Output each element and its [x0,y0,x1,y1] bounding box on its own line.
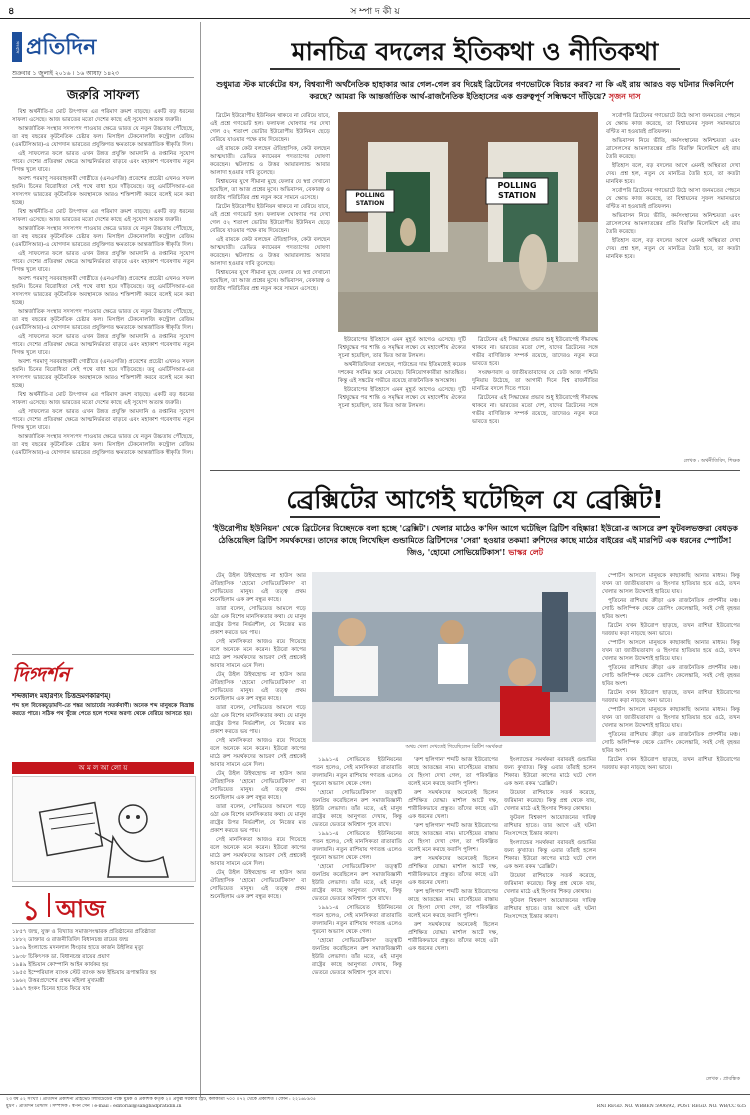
today-item: ১৯৫৫ ইম্পেরিয়াল ব্যাংক স্টেট ব্যাংক অফ ইন্ডিয়ায় রূপান্তরিত হয় [12,970,157,977]
brexit-paragraph: স্পোর্টস আসলে মানুষকে কাছাকাছি আনার মাধ্যম। কিন্তু যখন তা জাতীয়তাবাদ ও হিংসার হাতিয়ার হয়ে ওঠে, তখন খেলার আসল উদ্দেশ্যই হারিয়ে যায়। [602,640,740,662]
main-article-col2 [338,336,466,464]
brexit-col3 [408,756,498,1086]
main-article-footer-note: লেখক : অর্থনীতিবিদ, শিক্ষক [683,458,740,464]
brexit-paragraph: 'রুশ হুলিগান' শব্দটি আজ ইউরোপের কাছে আতঙ্কের নাম। মার্সেইয়ের রাস্তায় যে হিংসা দেখা গেল, তা পরিকল্পিত বলেই মনে করছে ফরাসি পুলিশ। [408,757,498,787]
brexit-article-deck [210,522,740,558]
today-item: ১৯৩৮ চিকিৎসক ডা. বিধানচন্দ্র রায়ের প্রয়াণ [12,953,110,960]
main-paragraph: বিশ্বায়নের যুগে সীমানা মুছে ফেলার যে স্বপ্ন দেখানো হয়েছিল, তা আজ প্রশ্নের মুখে। অভিবাসন, বেকারত্ব ও জাতীয় পরিচিতির প্রশ্ন নতুন করে সামনে এসেছে। [210,179,330,201]
digdarshan-text: শব্দ হল বিবেকচূড়ামণি-তে শঙ্কর আচার্যের সতর্কবাণী। অনেক শব্দ মানুষকে বিভ্রান্ত করতে পারে। সঠিক পথ খুঁজে পেতে হলে শব্দের অরণ্য থেকে বেরিয়ে আসতে হয়। [12,703,194,717]
brexit-paragraph: তারা বলেন, সোভিয়েত আমলে গড়ে ওঠা এক বিশেষ মানসিকতার কথা। যে মানুষ রাষ্ট্রের উপর নির্ভরশীল, যে নিজের মত প্রকাশ করতে ভয় পায়। [210,804,306,834]
football-fans-image [312,572,596,742]
main-paragraph: ব্রিটেনের এই সিদ্ধান্তের প্রভাব শুধু ইউরোপেই সীমাবদ্ধ থাকবে না। ভারতের মতো দেশ, যাদের ব্রিটেনের সঙ্গে গভীর বাণিজ্যিক সম্পর্ক রয়েছে, তাদেরও নতুন করে ভাবতে হবে। [472,395,598,425]
today-item: ১৮৮২ ডাক্তার ও রাজনীতিবিদ বিধানচন্দ্র রায়ের জন্ম [12,937,129,944]
editorial-paragraph: অবশ্য পরমাণু সরবরাহকারী গোষ্ঠীতে (এনএসজি) প্রবেশের প্রচেষ্টা এখনও সফল হয়নি। চিনের বিরোধিতা সেই পথে বাধা হয়ে দাঁড়িয়েছে। তবু এমটিসিআর-এর সদস্যপদ ভারতের কূটনৈতিক অবস্থানকে আরও শক্তিশালী করবে বলেই মনে করা হচ্ছে। [12,359,194,389]
masthead-rule [12,77,194,78]
brexit-paragraph: ব্রিটেন যখন ইউরোপ ছাড়ছে, তখন রাশিয়া ইউরোপের দরজায় কড়া নাড়ছে অন্য ভাবে। [602,757,740,771]
brexit-paragraph: 'হোমো সোভিয়েটিকাস' তত্ত্বটি জনপ্রিয় করেছিলেন রুশ সমাজবিজ্ঞানী ইউরি লেভাদা। তাঁর মতে, এই মানুষ রাষ্ট্রের কাছে আনুগত্য দেখায়, কিন্তু ভেতরে ভেতরে অবিশ্বাস পুষে রাখে। [312,790,402,828]
masthead-badge: সংবাদ [12,32,22,62]
main-paragraph: ব্রিটেনের এই সিদ্ধান্তের প্রভাব শুধু ইউরোপেই সীমাবদ্ধ থাকবে না। ভারতের মতো দেশ, যাদের ব্রিটেনের সঙ্গে গভীর বাণিজ্যিক সম্পর্ক রয়েছে, তাদেরও নতুন করে ভাবতে হবে। [472,337,598,367]
brexit-paragraph: 'হোমো সোভিয়েটিকাস' তত্ত্বটি জনপ্রিয় করেছিলেন রুশ সমাজবিজ্ঞানী ইউরি লেভাদা। তাঁর মতে, এই মানুষ রাষ্ট্রের কাছে আনুগত্য দেখায়, কিন্তু ভেতরে ভেতরে অবিশ্বাস পুষে রাখে। [312,864,402,902]
brexit-paragraph: টেম্‌ উইল উইথহোল্ড না হাউস আর ঐতিহাসিক 'হোমো সোভিয়েটিকাস' বা সোভিয়েত মানুষ। এই তত্ত্ব প্রথম শুনেছিলাম এক রুশ বন্ধুর কাছে। [210,771,306,801]
brexit-paragraph: ব্রিটেন যখন ইউরোপ ছাড়ছে, তখন রাশিয়া ইউরোপের দরজায় কড়া নাড়ছে অন্য ভাবে। [602,690,740,704]
brexit-paragraph: তারা বলেন, সোভিয়েত আমলে গড়ে ওঠা এক বিশেষ মানসিকতার কথা। যে মানুষ রাষ্ট্রের উপর নির্ভরশীল, যে নিজের মত প্রকাশ করতে ভয় পায়। [210,606,306,636]
polling-sign-right: POLLING STATION [497,181,537,200]
main-deck-text: শুধুমাত্র স্টক মার্কেটের ধস, বিশ্বব্যাপী অর্থনৈতিক হাহাকার আর গেল-গেল রব দিয়েই ব্রিটেনের গণভোটকে বিচার করব? না কি এই রায় আরও বড় ঘটনার দিকনির্দেশ করছে? আমরা কি আন্তর্জাতিক আর্থ-রাজনৈতিক ইতিহাসের এক গুরুত্বপূর্ণ সন্ধিক্ষণে দাঁড়িয়ে? [216,79,734,101]
today-item: ১৯০৯ ইংল্যান্ডে মদনলাল ধিংড়ার হাতে কার্জন উইলির মৃত্যু [12,945,144,952]
editorial-paragraph: এই সাফল্যের ফলে ভারত এখন উন্নত প্রযুক্তি আমদানি ও রপ্তানির সুযোগ পাবে। দেশের প্রতিরক্ষা ক্ষেত্রে আত্মনির্ভরতা বাড়বে এবং মহাকাশ গবেষণায় নতুন দিগন্ত খুলে যাবে। [12,409,194,431]
brexit-title-underline [290,516,660,518]
brexit-paragraph: ১৯৯১-এ সোভিয়েত ইউনিয়নের পতন হলেও, সেই মানসিকতা রাতারাতি বদলায়নি। নতুন রাশিয়ায় গণতন্ত্র এলেও পুরনো অভ্যাস থেকে গেল। [312,831,402,861]
polling-sign-left: POLLING STATION [355,192,385,207]
brexit-col4 [504,756,596,1086]
main-paragraph: সর্বোপরি ব্রিটেনের গণভোটে উঠে আসা জনমতের পেছনে যে ক্ষোভ কাজ করেছে, তা বিশ্বায়নের সুফল সমানভাবে বণ্টিত না হওয়ারই প্রতিফলন। [606,188,740,210]
today-item: ১৯৪৯ ইন্ডিয়ান কোম্পানি আইন কার্যকর হয় [12,961,109,968]
brexit-paragraph: ১৯৯১-এ সোভিয়েত ইউনিয়নের পতন হলেও, সেই মানসিকতা রাতারাতি বদলায়নি। নতুন রাশিয়ায় গণতন্ত্র এলেও পুরনো অভ্যাস থেকে গেল। [312,757,402,787]
main-paragraph: ইতিহাস বলে, বড় বদলের আগে এমনই অস্থিরতা দেখা দেয়। প্রশ্ন হল, নতুন যে মানচিত্র তৈরি হবে, তা কতটা মানবিক হবে। [606,163,740,185]
brexit-paragraph: রুশ সমর্থকদের অনেকেই ছিলেন প্রশিক্ষিত যোদ্ধা। মার্শাল আর্টে দক্ষ, শারীরিকভাবে প্রস্তুত। তাঁদের কাছে এটা এক ধরনের খেলা। [408,922,498,952]
editorial-body [12,108,194,650]
brexit-paragraph: সেই মানসিকতা আজও রয়ে গিয়েছে বলে অনেকে মনে করেন। ইউরো কাপের মাঠে রুশ সমর্থকদের আচরণ সেই প্রশ্নকেই আবার সামনে এনে দিল। [210,738,306,768]
header-rule [0,18,750,19]
today-heading: আজ [56,894,106,923]
editorial-paragraph: অবশ্য পরমাণু সরবরাহকারী গোষ্ঠীতে (এনএসজি) প্রবেশের প্রচেষ্টা এখনও সফল হয়নি। চিনের বিরোধিতা সেই পথে বাধা হয়ে দাঁড়িয়েছে। তবু এমটিসিআর-এর সদস্যপদ ভারতের কূটনৈতিক অবস্থানকে আরও শক্তিশালী করবে বলেই মনে করা হচ্ছে। [12,176,194,206]
main-paragraph: অভিবাসন নিয়ে ভীতি, কর্মসংস্থানের অনিশ্চয়তা এবং ব্রাসেলসের আমলাতন্ত্রের প্রতি বিরক্তি মিলেমিশে এই রায় তৈরি করেছে। [606,213,740,235]
main-paragraph: ব্রিটেন ইউরোপীয় ইউনিয়ন থাকবে না বেরিয়ে যাবে, এই প্রশ্নে গণভোট হল। ফলাফল ঘোষণার পর দেখা গেল ৫২ শতাংশ ভোটার ইউরোপীয় ইউনিয়ন ছেড়ে বেরিয়ে যাওয়ার পক্ষে রায় দিয়েছেন। [210,113,330,143]
main-article-author: সৃজন দাস [608,91,641,101]
today-date-number: ১ [22,894,41,927]
brexit-paragraph: পুতিনের রাশিয়ায় ক্রীড়া এক রাজনৈতিক প্রদর্শনীর মঞ্চ। সোচি অলিম্পিক থেকে ডোপিং কেলেঙ্কারি, সবই সেই বৃহত্তর ছবির অংশ। [602,665,740,687]
brexit-paragraph: স্পোর্টস আসলে মানুষকে কাছাকাছি আনার মাধ্যম। কিন্তু যখন তা জাতীয়তাবাদ ও হিংসার হাতিয়ার হয়ে ওঠে, তখন খেলার আসল উদ্দেশ্যই হারিয়ে যায়। [602,573,740,595]
main-article-deck [210,78,740,102]
editorial-paragraph: আন্তর্জাতিক সংস্থার সদস্যপদ পাওয়ার ক্ষেত্রে ভারত যে নতুন উচ্চতায় পৌঁছেছে, তা বহু বছরের কূটনৈতিক চেষ্টার ফল। মিসাইল টেকনোলজি কন্ট্রোল রেজিম (এমটিসিআর)-এ যোগদান ভারতের প্রযুক্তিগত ক্ষমতাকে আন্তর্জাতিক স্বীকৃতি দিল। [12,126,194,148]
cartoon-image [12,776,196,882]
brexit-article-title: ব্রেক্সিটের আগেই ঘটেছিল যে ব্রেক্সিট! [286,485,664,514]
digdarshan-subtitle: শব্দজালং মহারণ্যং চিত্তভ্রমণকারণম্। [12,691,111,700]
brexit-col5 [602,572,740,1072]
main-paragraph: সর্বোপরি ব্রিটেনের গণভোটে উঠে আসা জনমতের পেছনে যে ক্ষোভ কাজ করেছে, তা বিশ্বায়নের সুফল সমানভাবে বণ্টিত না হওয়ারই প্রতিফলন। [606,113,740,135]
brexit-paragraph: টেম্‌ উইল উইথহোল্ড না হাউস আর ঐতিহাসিক 'হোমো সোভিয়েটিকাস' বা সোভিয়েত মানুষ। এই তত্ত্ব প্রথম শুনেছিলাম এক রুশ বন্ধুর কাছে। [210,672,306,702]
masthead-name: প্রতিদিন [26,35,97,60]
brexit-paragraph: পুতিনের রাশিয়ায় ক্রীড়া এক রাজনৈতিক প্রদর্শনীর মঞ্চ। সোচি অলিম্পিক থেকে ডোপিং কেলেঙ্কারি, সবই সেই বৃহত্তর ছবির অংশ। [602,732,740,754]
today-list [12,928,194,994]
editorial-paragraph: আন্তর্জাতিক সংস্থার সদস্যপদ পাওয়ার ক্ষেত্রে ভারত যে নতুন উচ্চতায় পৌঁছেছে, তা বহু বছরের কূটনৈতিক চেষ্টার ফল। মিসাইল টেকনোলজি কন্ট্রোল রেজিম (এমটিসিআর)-এ যোগদান ভারতের প্রযুক্তিগত ক্ষমতাকে আন্তর্জাতিক স্বীকৃতি দিল। [12,309,194,331]
footer-registration: RNI REGD. NO. WBBEN 5906/92, POST REGD. NO. WB/CC 635 [596,1104,746,1109]
brexit-paragraph: ব্রিটেন যখন ইউরোপ ছাড়ছে, তখন রাশিয়া ইউরোপের দরজায় কড়া নাড়ছে অন্য ভাবে। [602,623,740,637]
brexit-paragraph: উয়েফা রাশিয়াকে সতর্ক করেছে, জরিমানা করেছে। কিন্তু প্রশ্ন থেকে যায়, খেলার মাঠে এই হিংসার শিকড় কোথায়। [504,790,596,812]
brexit-article-author: ভাস্কর লেট [508,547,544,557]
main-paragraph: এই রায়কে কেউ বলছেন ঐতিহাসিক, কেউ বলছেন আত্মঘাতী। ডেভিড ক্যামেরন পদত্যাগের ঘোষণা করেছেন। স্কটল্যান্ড ও উত্তর আয়ারল্যান্ড আবার আলাদা হওয়ার দাবি তুলেছে। [210,237,330,267]
main-article-title: মানচিত্র বদলের ইতিকথা ও নীতিকথা [291,37,659,66]
brexit-paragraph: টেম্‌ উইল উইথহোল্ড না হাউস আর ঐতিহাসিক 'হোমো সোভিয়েটিকাস' বা সোভিয়েত মানুষ। এই তত্ত্ব প্রথম শুনেছিলাম এক রুশ বন্ধুর কাছে। [210,573,306,603]
brexit-footer-note: লেখক : প্রাবন্ধিক [705,1076,740,1082]
editorial-paragraph: আন্তর্জাতিক সংস্থার সদস্যপদ পাওয়ার ক্ষেত্রে ভারত যে নতুন উচ্চতায় পৌঁছেছে, তা বহু বছরের কূটনৈতিক চেষ্টার ফল। মিসাইল টেকনোলজি কন্ট্রোল রেজিম (এমটিসিআর)-এ যোগদান ভারতের প্রযুক্তিগত ক্ষমতাকে আন্তর্জাতিক স্বীকৃতি দিল। [12,434,194,456]
main-paragraph: সংরক্ষণবাদ ও জাতীয়তাবাদের যে ঢেউ আজ পশ্চিমি দুনিয়ায় উঠেছে, তা আগামী দিনে বিশ্ব রাজনীতির মানচিত্র বদলে দিতে পারে। [472,370,598,392]
polling-station-photo [338,112,598,332]
editorial-paragraph: বিশ্ব অর্থনীতি-র মোট উৎপাদন এর পরিমাণ ক্রমশ বাড়ছে। একটি বড় ধরনের সাফল্য এসেছে। আজ ভারতের মতো দেশের কাছে এই সুযোগ অত্যন্ত জরুরি। [12,392,194,406]
editorial-paragraph: অবশ্য পরমাণু সরবরাহকারী গোষ্ঠীতে (এনএসজি) প্রবেশের প্রচেষ্টা এখনও সফল হয়নি। চিনের বিরোধিতা সেই পথে বাধা হয়ে দাঁড়িয়েছে। তবু এমটিসিআর-এর সদস্যপদ ভারতের কূটনৈতিক অবস্থানকে আরও শক্তিশালী করবে বলেই মনে করা হচ্ছে। [12,276,194,306]
brexit-paragraph: টেম্‌ উইল উইথহোল্ড না হাউস আর ঐতিহাসিক 'হোমো সোভিয়েটিকাস' বা সোভিয়েত মানুষ। এই তত্ত্ব প্রথম শুনেছিলাম এক রুশ বন্ধুর কাছে। [210,870,306,900]
column-separator [200,22,201,1097]
brexit-col2 [312,756,402,1086]
brexit-paragraph: পুতিনের রাশিয়ায় ক্রীড়া এক রাজনৈতিক প্রদর্শনীর মঞ্চ। সোচি অলিম্পিক থেকে ডোপিং কেলেঙ্কারি, সবই সেই বৃহত্তর ছবির অংশ। [602,598,740,620]
page-number: ৪ [8,6,15,17]
editorial-paragraph: এই সাফল্যের ফলে ভারত এখন উন্নত প্রযুক্তি আমদানি ও রপ্তানির সুযোগ পাবে। দেশের প্রতিরক্ষা ক্ষেত্রে আত্মনির্ভরতা বাড়বে এবং মহাকাশ গবেষণায় নতুন দিগন্ত খুলে যাবে। [12,334,194,356]
football-photo-caption: অথচ খেলা দেখতেই গিয়েছিলেন ব্রিটিশ সমর্থকরা [405,744,503,750]
main-article-col3 [472,336,598,464]
today-divider [48,893,50,917]
main-article-col1 [210,112,330,464]
main-article-col4 [606,112,740,456]
main-paragraph: এই রায়কে কেউ বলছেন ঐতিহাসিক, কেউ বলছেন আত্মঘাতী। ডেভিড ক্যামেরন পদত্যাগের ঘোষণা করেছেন। স্কটল্যান্ড ও উত্তর আয়ারল্যান্ড আবার আলাদা হওয়ার দাবি তুলেছে। [210,146,330,176]
editorial-paragraph: আন্তর্জাতিক সংস্থার সদস্যপদ পাওয়ার ক্ষেত্রে ভারত যে নতুন উচ্চতায় পৌঁছেছে, তা বহু বছরের কূটনৈতিক চেষ্টার ফল। মিসাইল টেকনোলজি কন্ট্রোল রেজিম (এমটিসিআর)-এ যোগদান ভারতের প্রযুক্তিগত ক্ষমতাকে আন্তর্জাতিক স্বীকৃতি দিল। [12,226,194,248]
main-title-underline [270,68,680,70]
today-item: ১৯৯৭ হংকং চিনের হাতে ফিরে যায় [12,986,91,993]
main-paragraph: ইতিহাস বলে, বড় বদলের আগে এমনই অস্থিরতা দেখা দেয়। প্রশ্ন হল, নতুন যে মানচিত্র তৈরি হবে, তা কতটা মানবিক হবে। [606,238,740,260]
brexit-paragraph: ইংল্যান্ডের সমর্থকরা বরাবরই গুন্ডামির জন্য কুখ্যাত। কিন্তু এবার তাঁরাই হলেন শিকার। ইউরো কাপের মাঠে ঘটে গেল এক অন্য রকম 'ব্রেক্সিট'। [504,840,596,870]
today-item: ১৮৫৭ জন্ম, যুক্ত ও বিখ্যাত সমাজসংস্কারক প্রতিষ্ঠানের প্রতিষ্ঠাতা [12,929,156,935]
today-item: ১৯৬২ উত্তরপ্রদেশের প্রথম মহিলা মুখ্যমন্ত্রী [12,978,105,985]
digdarshan-rule [12,654,194,655]
main-paragraph: ইউরোপের ইতিহাসে এমন মুহূর্ত আগেও এসেছে। দুটি বিশ্বযুদ্ধের পর শান্তি ও সমৃদ্ধির লক্ষ্যে যে মহাদেশীয় ঐক্যের সূচনা হয়েছিল, তার ভিত আজ টলমল। [338,337,466,359]
main-paragraph: অর্থনীতিবিদরা বলছেন, পাউন্ডের দাম ইতিমধ্যেই কয়েক দশকের সর্বনিম্ন স্তরে নেমেছে। বিনিয়োগকারীরা আতঙ্কিত। কিন্তু এই সঙ্কটের গভীরে রয়েছে রাজনৈতিক অসন্তোষ। [338,362,466,384]
editorial-paragraph: বিশ্ব অর্থনীতি-র মোট উৎপাদন এর পরিমাণ ক্রমশ বাড়ছে। একটি বড় ধরনের সাফল্য এসেছে। আজ ভারতের মতো দেশের কাছে এই সুযোগ অত্যন্ত জরুরি। [12,209,194,223]
polling-station-image [338,112,598,332]
main-paragraph: ব্রিটেন ইউরোপীয় ইউনিয়ন থাকবে না বেরিয়ে যাবে, এই প্রশ্নে গণভোট হল। ফলাফল ঘোষণার পর দেখা গেল ৫২ শতাংশ ভোটার ইউরোপীয় ইউনিয়ন ছেড়ে বেরিয়ে যাওয়ার পক্ষে রায় দিয়েছেন। [210,204,330,234]
brexit-paragraph: ১৯৯১-এ সোভিয়েত ইউনিয়নের পতন হলেও, সেই মানসিকতা রাতারাতি বদলায়নি। নতুন রাশিয়ায় গণতন্ত্র এলেও পুরনো অভ্যাস থেকে গেল। [312,905,402,935]
brexit-paragraph: 'রুশ হুলিগান' শব্দটি আজ ইউরোপের কাছে আতঙ্কের নাম। মার্সেইয়ের রাস্তায় যে হিংসা দেখা গেল, তা পরিকল্পিত বলেই মনে করছে ফরাসি পুলিশ। [408,823,498,853]
brexit-paragraph: 'রুশ হুলিগান' শব্দটি আজ ইউরোপের কাছে আতঙ্কের নাম। মার্সেইয়ের রাস্তায় যে হিংসা দেখা গেল, তা পরিকল্পিত বলেই মনে করছে ফরাসি পুলিশ। [408,889,498,919]
editorial-paragraph: বিশ্ব অর্থনীতি-র মোট উৎপাদন এর পরিমাণ ক্রমশ বাড়ছে। একটি বড় ধরনের সাফল্য এসেছে। আজ ভারতের মতো দেশের কাছে এই সুযোগ অত্যন্ত জরুরি। [12,109,194,123]
brexit-paragraph: রুশ সমর্থকদের অনেকেই ছিলেন প্রশিক্ষিত যোদ্ধা। মার্শাল আর্টে দক্ষ, শারীরিকভাবে প্রস্তুত। তাঁদের কাছে এটা এক ধরনের খেলা। [408,856,498,886]
editorial-paragraph: এই সাফল্যের ফলে ভারত এখন উন্নত প্রযুক্তি আমদানি ও রপ্তানির সুযোগ পাবে। দেশের প্রতিরক্ষা ক্ষেত্রে আত্মনির্ভরতা বাড়বে এবং মহাকাশ গবেষণায় নতুন দিগন্ত খুলে যাবে। [12,251,194,273]
brexit-paragraph: সেই মানসিকতা আজও রয়ে গিয়েছে বলে অনেকে মনে করেন। ইউরো কাপের মাঠে রুশ সমর্থকদের আচরণ সেই প্রশ্নকেই আবার সামনে এনে দিল। [210,837,306,867]
brexit-paragraph: ফুটবল বিশ্বকাপ আয়োজনের দায়িত্ব রাশিয়ার হাতে। তার আগে এই ঘটনা নিঃসন্দেহে চিন্তার কারণ। [504,898,596,920]
section-label: স ম্পা দ কী য় [350,7,400,17]
football-fans-photo [312,572,596,742]
brexit-paragraph: 'হোমো সোভিয়েটিকাস' তত্ত্বটি জনপ্রিয় করেছিলেন রুশ সমাজবিজ্ঞানী ইউরি লেভাদা। তাঁর মতে, এই মানুষ রাষ্ট্রের কাছে আনুগত্য দেখায়, কিন্তু ভেতরে ভেতরে অবিশ্বাস পুষে রাখে। [312,938,402,976]
main-paragraph: অভিবাসন নিয়ে ভীতি, কর্মসংস্থানের অনিশ্চয়তা এবং ব্রাসেলসের আমলাতন্ত্রের প্রতি বিরক্তি মিলেমিশে এই রায় তৈরি করেছে। [606,138,740,160]
article-divider [210,470,740,471]
cartoon-drawing [13,777,195,881]
brexit-paragraph: স্পোর্টস আসলে মানুষকে কাছাকাছি আনার মাধ্যম। কিন্তু যখন তা জাতীয়তাবাদ ও হিংসার হাতিয়ার হয়ে ওঠে, তখন খেলার আসল উদ্দেশ্যই হারিয়ে যায়। [602,707,740,729]
masthead-date: শুক্রবার ১ জুলাই ২০১৬ । ১৬ আষাঢ় ১৪২৩ [12,70,119,77]
digdarshan-title: দিগ্দর্শন [12,662,70,686]
brexit-paragraph: ফুটবল বিশ্বকাপ আয়োজনের দায়িত্ব রাশিয়ার হাতে। তার আগে এই ঘটনা নিঃসন্দেহে চিন্তার কারণ। [504,815,596,837]
brexit-paragraph: তারা বলেন, সোভিয়েত আমলে গড়ে ওঠা এক বিশেষ মানসিকতার কথা। যে মানুষ রাষ্ট্রের উপর নির্ভরশীল, যে নিজের মত প্রকাশ করতে ভয় পায়। [210,705,306,735]
main-paragraph: ইউরোপের ইতিহাসে এমন মুহূর্ত আগেও এসেছে। দুটি বিশ্বযুদ্ধের পর শান্তি ও সমৃদ্ধির লক্ষ্যে যে মহাদেশীয় ঐক্যের সূচনা হয়েছিল, তার ভিত আজ টলমল। [338,387,466,409]
editorial-heading: জরুরি সাফল্য [66,88,140,103]
brexit-paragraph: সেই মানসিকতা আজও রয়ে গিয়েছে বলে অনেকে মনে করেন। ইউরো কাপের মাঠে রুশ সমর্থকদের আচরণ সেই প্রশ্নকেই আবার সামনে এনে দিল। [210,639,306,669]
footer-line-1: ২৩ বর্ষ ৫২ সংখ্যা । প্রতিদিন প্রকাশনী প্রাইভেট লিমিটেডের পক্ষে মুদ্রক ও প্রকাশক কর্তৃক ২০ প্রফুল্ল সরকার স্ট্রিট, কলকাতা ৭০০ ০৭২ থেকে প্রকাশিত । ফোন : ২২১৬৮৯০৫ [6,1097,317,1102]
masthead [12,30,192,64]
main-paragraph: বিশ্বায়নের যুগে সীমানা মুছে ফেলার যে স্বপ্ন দেখানো হয়েছিল, তা আজ প্রশ্নের মুখে। অভিবাসন, বেকারত্ব ও জাতীয় পরিচিতির প্রশ্ন নতুন করে সামনে এসেছে। [210,270,330,292]
footer-line-2: মুদ্রণ : প্রতিদিন প্রিন্টার্স । সম্পাদক : স্বপন সেন । e-mail : editorial@sangbadpratidin.in [6,1104,182,1109]
brexit-deck-text: 'ইউরোপীয় ইউনিয়ন' থেকে ব্রিটেনের বিচ্ছেদকে বলা হচ্ছে 'ব্রেক্সিট'। খেলার মাঠেও ক'দিন আগে ঘটেছিল ব্রিটিশ বহিষ্কার! ইউরো-র আসরে রুশ ফুটবলভক্তরা বেধড়ক ঠেঙিয়েছিল ব্রিটিশ সমর্থকদের। তাদের কাছে লিখেছিল গুন্ডামিতে ব্রিটিশদের 'সেরা' হওয়ার তকমা! রুশিদের কাছে মাঠের বাইরের এই মারপিট এক ধরনের স্পোর্টস! জিও, 'হোমো সোভিয়েটিকাস'! [212,523,738,557]
footer-rule [0,1094,750,1095]
brexit-paragraph: উয়েফা রাশিয়াকে সতর্ক করেছে, জরিমানা করেছে। কিন্তু প্রশ্ন থেকে যায়, খেলার মাঠে এই হিংসার শিকড় কোথায়। [504,873,596,895]
cartoon-label: অ ম ল আ লো য় [12,762,194,774]
brexit-paragraph: ইংল্যান্ডের সমর্থকরা বরাবরই গুন্ডামির জন্য কুখ্যাত। কিন্তু এবার তাঁরাই হলেন শিকার। ইউরো কাপের মাঠে ঘটে গেল এক অন্য রকম 'ব্রেক্সিট'। [504,757,596,787]
brexit-paragraph: রুশ সমর্থকদের অনেকেই ছিলেন প্রশিক্ষিত যোদ্ধা। মার্শাল আর্টে দক্ষ, শারীরিকভাবে প্রস্তুত। তাঁদের কাছে এটা এক ধরনের খেলা। [408,790,498,820]
editorial-paragraph: এই সাফল্যের ফলে ভারত এখন উন্নত প্রযুক্তি আমদানি ও রপ্তানির সুযোগ পাবে। দেশের প্রতিরক্ষা ক্ষেত্রে আত্মনির্ভরতা বাড়বে এবং মহাকাশ গবেষণায় নতুন দিগন্ত খুলে যাবে। [12,151,194,173]
today-heading-box [12,886,194,927]
brexit-col1 [210,572,306,1086]
